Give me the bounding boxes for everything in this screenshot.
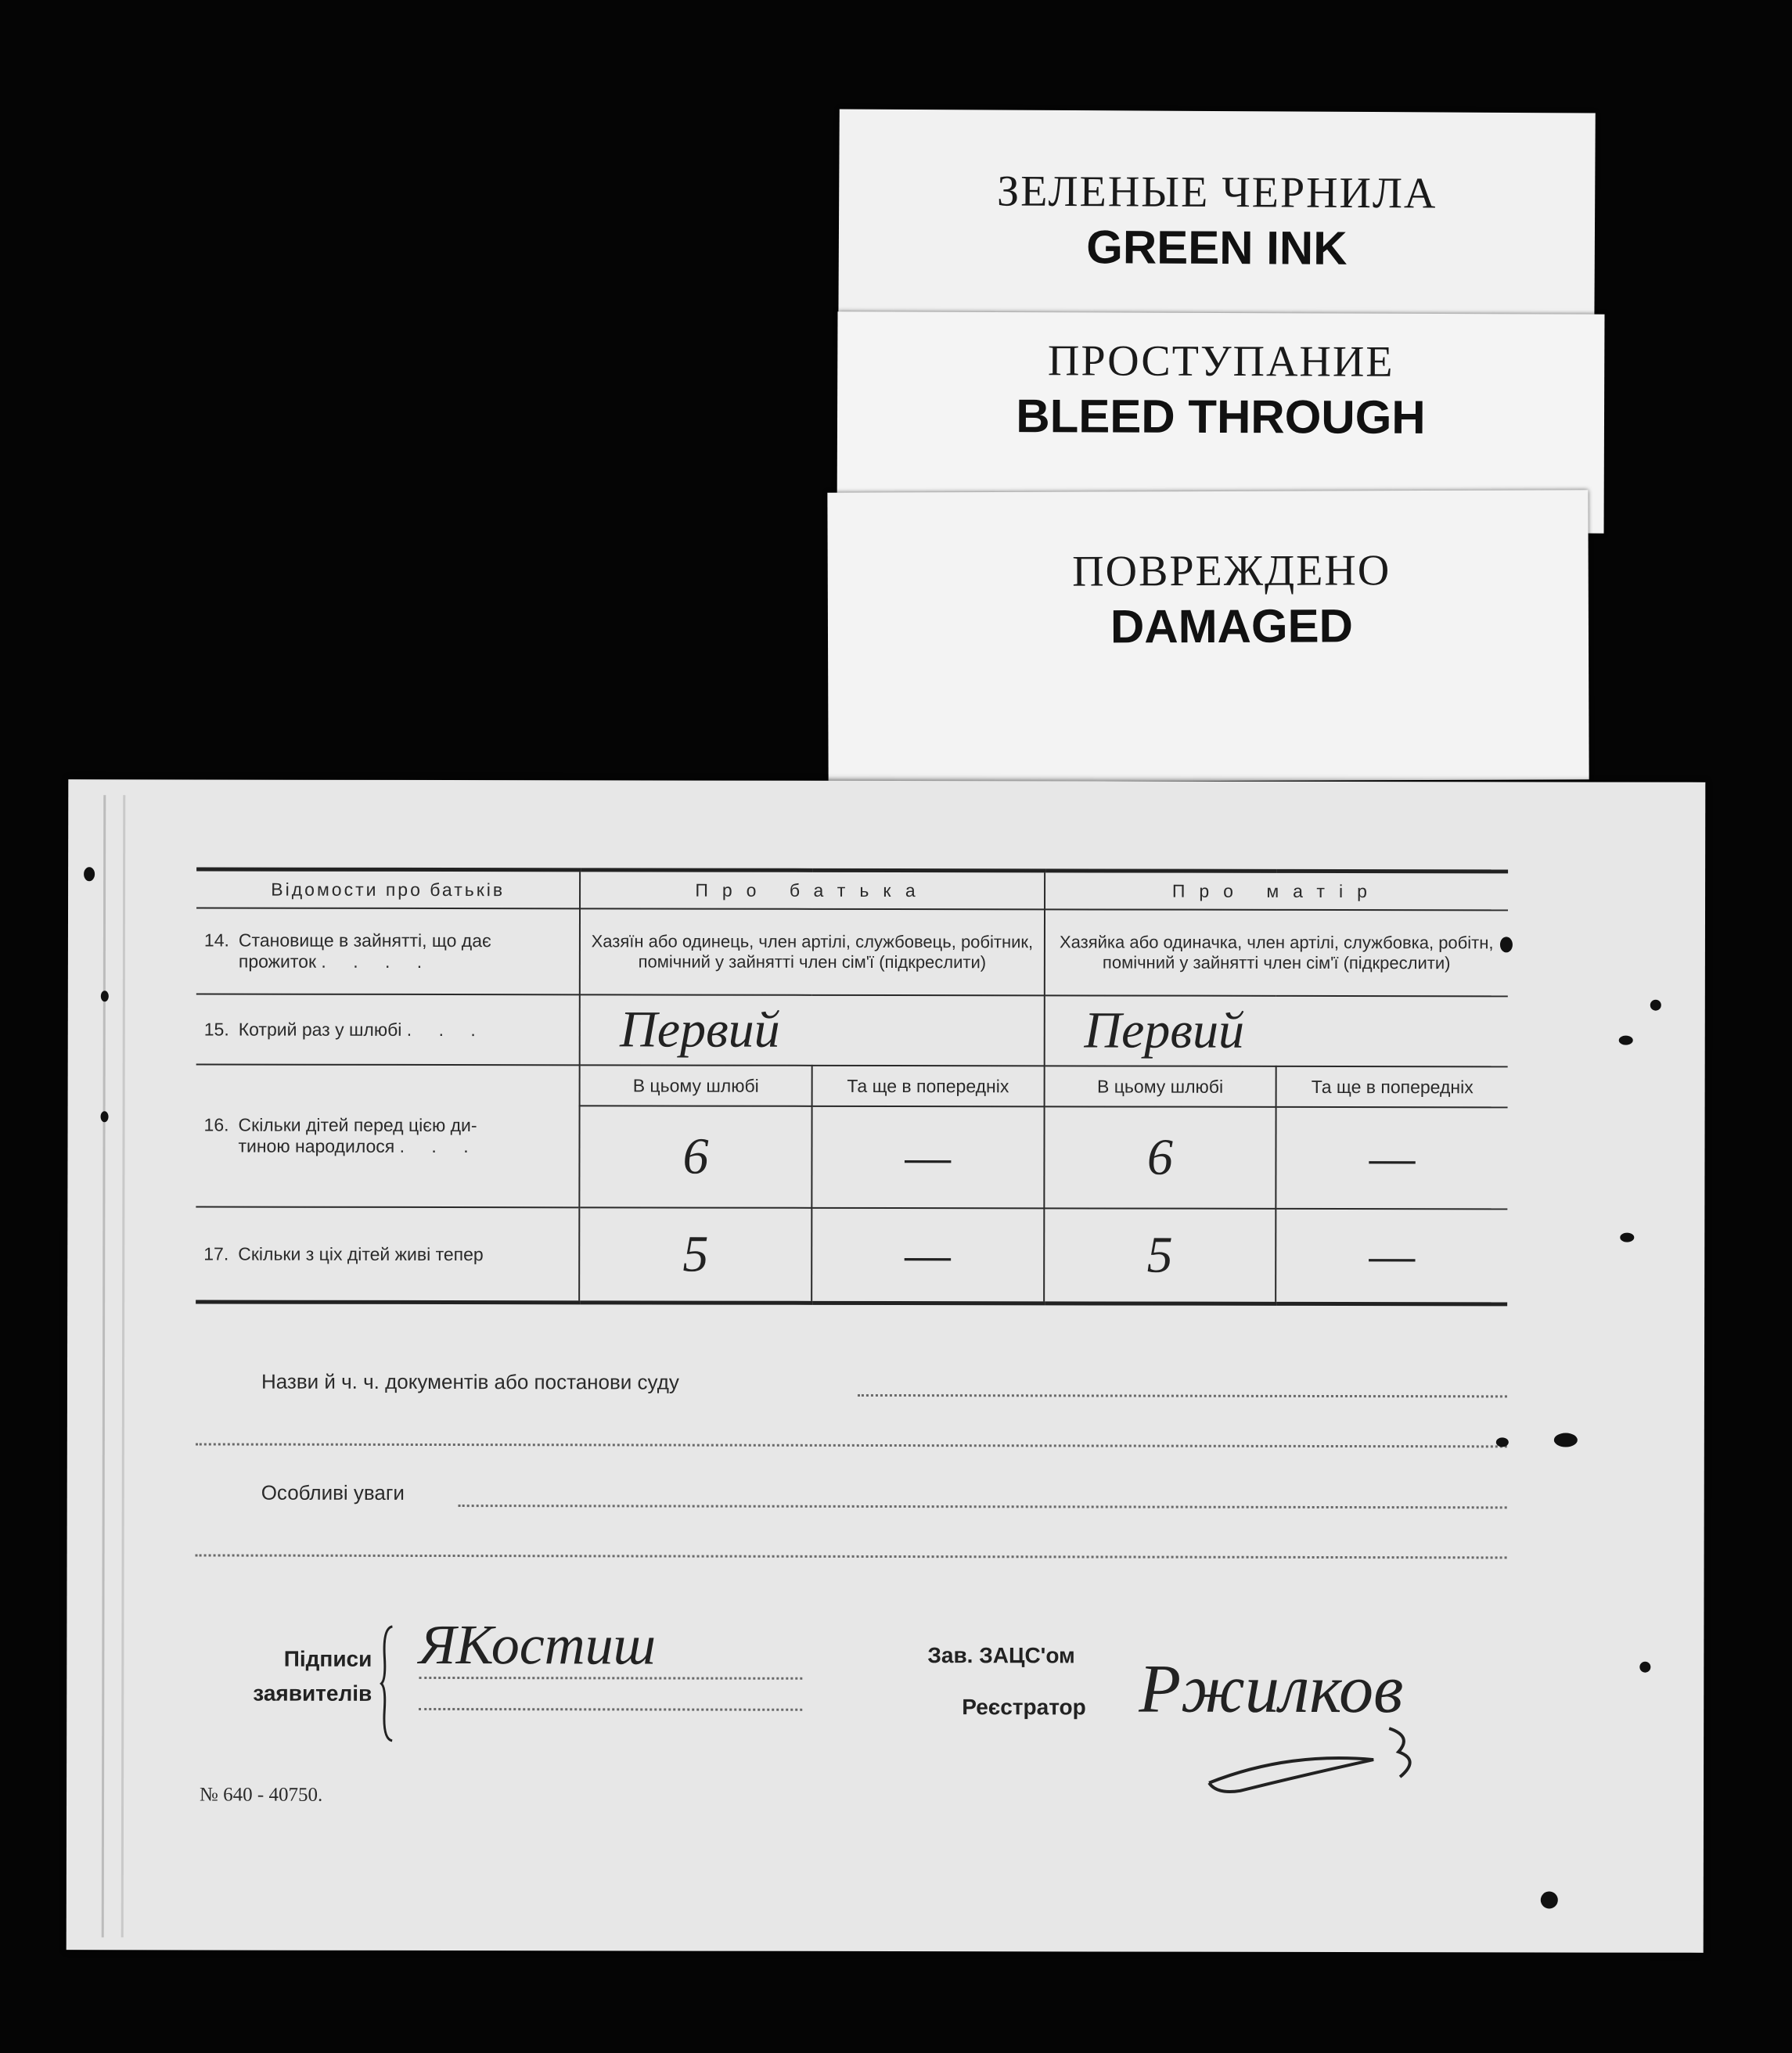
- row14-mother: Хазяйка або одиначка, член артілі, службовка, робітн, помічний у зайнятті член сім'ї (підкреслити): [1044, 909, 1508, 996]
- row16-mother-prev: —: [1276, 1107, 1508, 1210]
- documents-label: Назви й ч. ч. документів або постанови суду: [261, 1369, 679, 1394]
- sub-this-mother: В цьому шлюбі: [1044, 1066, 1276, 1107]
- punch-hole: [1554, 1433, 1578, 1447]
- row15-label: 15. Котрий раз у шлюбі . . .: [196, 994, 580, 1065]
- mother-header: Про матір: [1045, 871, 1508, 911]
- row16-mother-this: 6: [1044, 1106, 1276, 1209]
- punch-hole: [1541, 1891, 1558, 1908]
- parents-table: [196, 867, 1508, 1306]
- row16-father-prev: —: [811, 1106, 1044, 1209]
- registration-form: [67, 779, 1706, 1953]
- punch-hole: [101, 991, 109, 1001]
- row16-father-this: 6: [580, 1106, 812, 1208]
- documents-line-1: [858, 1394, 1507, 1397]
- punch-hole: [1500, 937, 1513, 952]
- row17-father-prev: —: [811, 1208, 1044, 1303]
- col-header: Відомости про батьків: [196, 869, 580, 908]
- registrar-signature: Ржилков: [1139, 1651, 1404, 1728]
- row15-father: Первий: [580, 994, 1044, 1066]
- row17-mother-prev: —: [1276, 1209, 1507, 1304]
- applicants-label-2: заявителів: [253, 1681, 372, 1706]
- signature-flourish: [1193, 1705, 1475, 1800]
- bleed-through-ru: ПРОСТУПАНИЕ: [1047, 336, 1394, 387]
- applicants-label-1: Підписи: [283, 1646, 372, 1671]
- applicant-line-1: [419, 1677, 802, 1680]
- form-number: № 640 - 40750.: [200, 1784, 323, 1806]
- sub-prev-mother: Та ще в попередніх: [1276, 1066, 1508, 1108]
- punch-hole: [1496, 1437, 1509, 1447]
- punch-hole: [1619, 1036, 1633, 1045]
- brace-icon: [380, 1625, 395, 1742]
- sub-this-father: В цьому шлюбі: [580, 1065, 812, 1106]
- punch-hole: [1620, 1233, 1634, 1242]
- row14-father: Хазяїн або одинець, член артілі, службовець, робітник, помічний у зайнятті член сім'ї (підкреслити): [580, 908, 1045, 995]
- damaged-ru: ПОВРЕЖДЕНО: [1072, 546, 1391, 596]
- punch-hole: [84, 867, 95, 881]
- row17-mother-this: 5: [1044, 1208, 1276, 1303]
- remarks-label: Особливі уваги: [261, 1480, 405, 1505]
- punch-hole: [1650, 1000, 1661, 1011]
- bleed-through-en: BLEED THROUGH: [1016, 390, 1426, 444]
- father-header: Про батька: [580, 870, 1044, 910]
- row17-label: 17. Скільки з ціх дітей живі тепер: [196, 1206, 580, 1302]
- punch-hole: [101, 1111, 109, 1122]
- damaged-en: DAMAGED: [1110, 599, 1354, 653]
- green-ink-en: GREEN INK: [1086, 221, 1348, 275]
- applicant-signature: ЯКостиш: [419, 1613, 657, 1677]
- sub-prev-father: Та ще в попередніх: [812, 1066, 1045, 1107]
- binding-edge: [102, 795, 126, 1937]
- punch-hole: [1639, 1662, 1650, 1673]
- damaged-label: [827, 490, 1589, 782]
- green-ink-ru: ЗЕЛЕНЫЕ ЧЕРНИЛА: [996, 167, 1438, 218]
- remarks-line-2: [196, 1554, 1507, 1559]
- remarks-line-1: [459, 1505, 1507, 1508]
- head-label: Зав. ЗАЦС'ом: [927, 1643, 1075, 1668]
- row14-label: 14. Становище в зайнятті, що дає прожиток . . . .: [196, 908, 581, 994]
- row17-father-this: 5: [579, 1207, 811, 1303]
- row15-mother: Первий: [1044, 995, 1508, 1066]
- documents-line-2: [196, 1443, 1507, 1447]
- applicant-line-2: [419, 1708, 802, 1711]
- row16-label: 16. Скільки дітей перед цією ди- тиною народилося . . .: [196, 1064, 580, 1207]
- registrar-label: Реєстратор: [962, 1695, 1086, 1720]
